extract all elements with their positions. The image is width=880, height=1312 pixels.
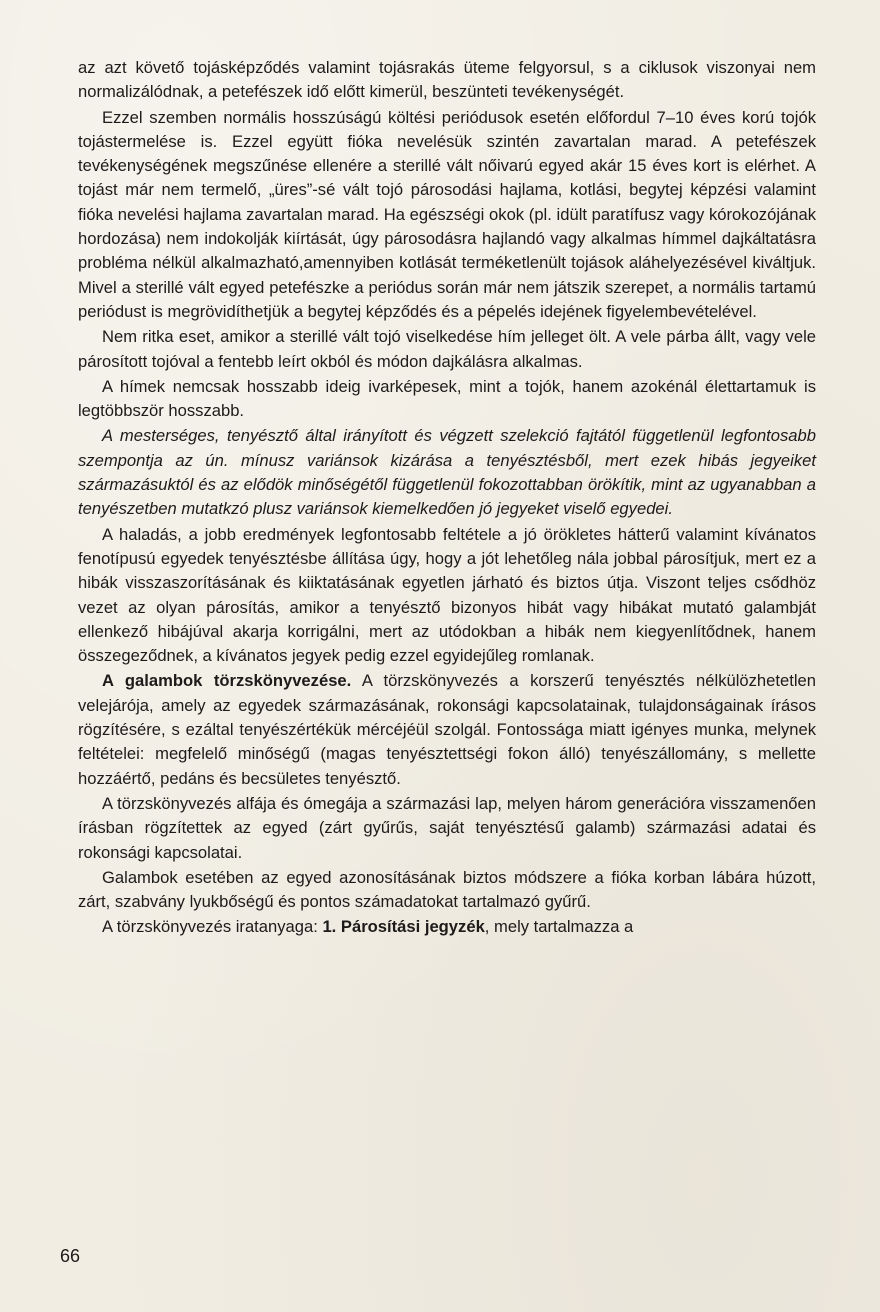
- paragraph: Galambok esetében az egyed azonosításának biztos módszere a fióka korban lábára húzott, zárt, szabvány lyukbőségű és pontos számadatokat tartalmazó gyűrű.: [78, 867, 816, 912]
- paragraph: A törzskönyvezés alfája és ómegája a származási lap, melyen három generációra visszamenően írásban rögzítettek az egyed (zárt gyűrűs, saját tenyésztésű galamb) származási adatai és rokonsági kapcsolatai.: [78, 793, 816, 862]
- paragraph-body: A törzskönyvezés a korszerű tenyésztés nélkülözhetetlen velejárója, amely az egyedek származásának, rokonsági kapcsolatainak, tulajdonságainak írásos rögzítésére, s ezáltal tenyészértékük mércéjéül szolgál. Fontossága miatt igényes munka, melynek feltételei: megfelelő minőségű (magas tenyésztettségi fokon álló) tenyészállomány, s mellette hozzáértő, pedáns és becsületes tenyésztő.: [78, 671, 816, 788]
- paragraph-body: , mely tartalmazza a: [484, 917, 634, 937]
- bold-term: 1. Párosítási jegyzék: [322, 917, 485, 937]
- paragraph: az azt követő tojásképződés valamint tojásrakás üteme felgyorsul, s a ciklusok viszonyai nem normalizálódnak, a petefészek idő előtt kimerül, beszünteti tevékenységét.: [78, 58, 816, 102]
- paragraph: Ezzel szemben normális hosszúságú költési periódusok esetén előfordul 7–10 éves korú tojók tojástermelése is. Ezzel együtt fióka nevelésük szintén zavartalan marad. A petefészek tevékenységének megszűnése ellenére a sterillé vált nőivarú egyed akár 15 éves kort is elérhet. A tojást már nem termelő, „üres”-sé vált tojó párosodási hajlama, kotlási, begytej képzési valamint fióka nevelési hajlama zavartalan marad. Ha egészségi okok (pl. idült paratífusz vagy kórokozójának hordozása) nem indokolják kiírtását, úgy párosodásra hajlandó vagy alkalmas hímmel dajkáltatásra probléma nélkül alkalmazható,amennyiben kotlását terméketlenült tojások aláhelyezésével kiváltjuk. Mivel a sterillé vált egyed petefészke a periódus során már nem játszik szerepet, a normális tartamú periódust is megrövidíthetjük a begytej képződés és a pépelés idejének figyelembevételével.: [78, 107, 816, 321]
- paragraph-body: A törzskönyvezés iratanyaga:: [102, 917, 323, 937]
- italic-paragraph: A mesterséges, tenyésztő által irányított és végzett szelekció fajtától függetlenül legfontosabb szempontja az ún. mínusz variánsok kizárása a tenyésztésből, mert ezek hibás jegyeiket származásuktól és az elődök minőségétől függetlenül fokozottabban örökítik, mint az ugyanabban a tenyészetben mutatkzó plusz variánsok kiemelkedően jó jegyeket viselő egyedei.: [78, 426, 816, 519]
- text-column: [78, 56, 816, 940]
- page-number: 66: [60, 1246, 81, 1266]
- paragraph: A haladás, a jobb eredmények legfontosabb feltétele a jó örökletes hátterű valamint kívánatos fenotípusú egyedek tenyésztésbe állítása úgy, hogy a jót lehetőleg nála jobbal párosítjuk, mert ez a hibák visszaszorításának és kiiktatásának egyetlen járható és biztos útja. Viszont teljes csődhöz vezet az olyan párosítás, amikor a tenyésztő bizonyos hibát vagy hibákat mutató galambját ellenkező hibájúval akarja korrigálni, mert az utódokban a hibák nem kiegyenlítődnek, hanem összegeződnek, a kívánatos jegyek pedig ezzel egyidejűleg romlanak.: [78, 524, 816, 666]
- section-heading: A galambok törzskönyvezése.: [102, 671, 352, 691]
- paragraph: A hímek nemcsak hosszabb ideig ivarképesek, mint a tojók, hanem azokénál élettartamuk is legtöbbször hosszabb.: [78, 376, 816, 421]
- paragraph: Nem ritka eset, amikor a sterillé vált tojó viselkedése hím jelleget ölt. A vele párba állt, vagy vele párosított tojóval a fentebb leírt okból és módon dajkálásra alkalmas.: [78, 327, 816, 371]
- paragraph-with-term: [78, 915, 816, 939]
- paragraph-with-heading: [78, 669, 816, 790]
